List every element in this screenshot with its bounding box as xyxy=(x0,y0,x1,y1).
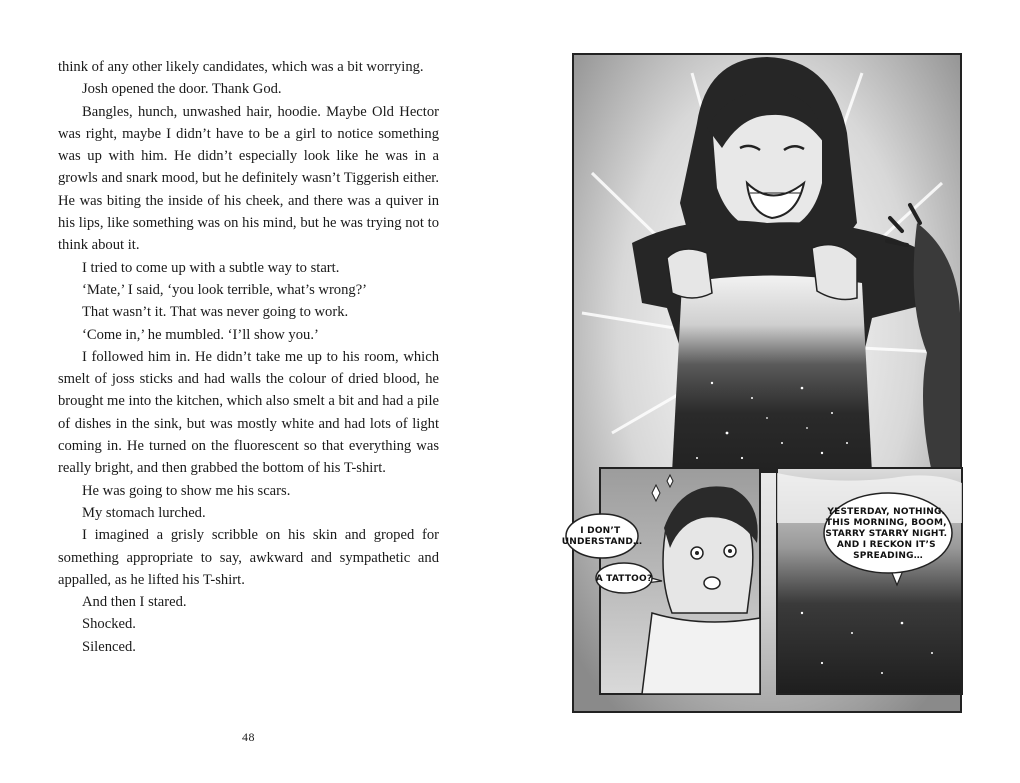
svg-text:I DON’T UNDERSTAND…: I DON’T UNDERSTAND… xyxy=(561,526,643,547)
paragraph: I tried to come up with a subtle way to start. xyxy=(82,259,340,276)
hand-left xyxy=(667,249,712,298)
paragraph: My stomach lurched. xyxy=(82,504,206,521)
paragraph: Silenced. xyxy=(82,638,136,655)
hand-right xyxy=(812,245,857,300)
paragraph: ‘Come in,’ he mumbled. ‘I’ll show you.’ xyxy=(82,326,319,343)
svg-text:YESTERDAY, NOTHING. TH: YESTERDAY, NOTHING. THIS MORNING, BOOM, STARRY STARRY NIGHT. AND I RECKON IT’S SPREADING… xyxy=(825,507,948,561)
paragraph: He was going to show me his scars. xyxy=(82,482,291,499)
page-number: 48 xyxy=(242,730,255,744)
comic-illustration xyxy=(561,53,962,713)
paragraph: Shocked. xyxy=(82,616,136,633)
paragraph: And then I stared. xyxy=(82,594,187,611)
paragraph: That wasn’t it. That was never going to work. xyxy=(82,304,349,321)
paragraph: Bangles, hunch, unwashed hair, hoodie. Maybe Old Hector was right, maybe I didn’t have to be a girl to notice something was up with him. He didn’t especially look like he was in a growls and snark mood, but he definitely wasn’t Tiggerish either. He was biting the inside of his cheek, and there was a quiver in his lips, like something was on his mind, but he was trying not to think about it. xyxy=(58,103,439,254)
text-page xyxy=(58,56,439,658)
reaction-shirt xyxy=(642,613,760,694)
paragraph: think of any other likely candidates, which was a bit worrying. xyxy=(58,59,424,75)
paragraph: I followed him in. He didn’t take me up to his room, which smelt of joss sticks and had walls the colour of dried blood, he brought me into the kitchen, which also smelt a bit and had a pile of dishes in the sink, but was mostly white and had lots of light coming in. He turned on the fluorescent so that everything was really bright, and then grabbed the bottom of his T-shirt. xyxy=(58,348,439,477)
svg-text:A TATTOO?: A TATTOO? xyxy=(595,574,653,584)
paragraph: I imagined a grisly scribble on his skin and groped for something appropriate to say, awkward and sympathetic and appalled, as he lifted his T-shirt. xyxy=(58,527,439,588)
paragraph: Josh opened the door. Thank God. xyxy=(82,81,282,98)
paragraph: ‘Mate,’ I said, ‘you look terrible, what’s wrong?’ xyxy=(82,281,368,298)
starry-torso xyxy=(672,276,872,474)
comic-page xyxy=(561,53,962,713)
